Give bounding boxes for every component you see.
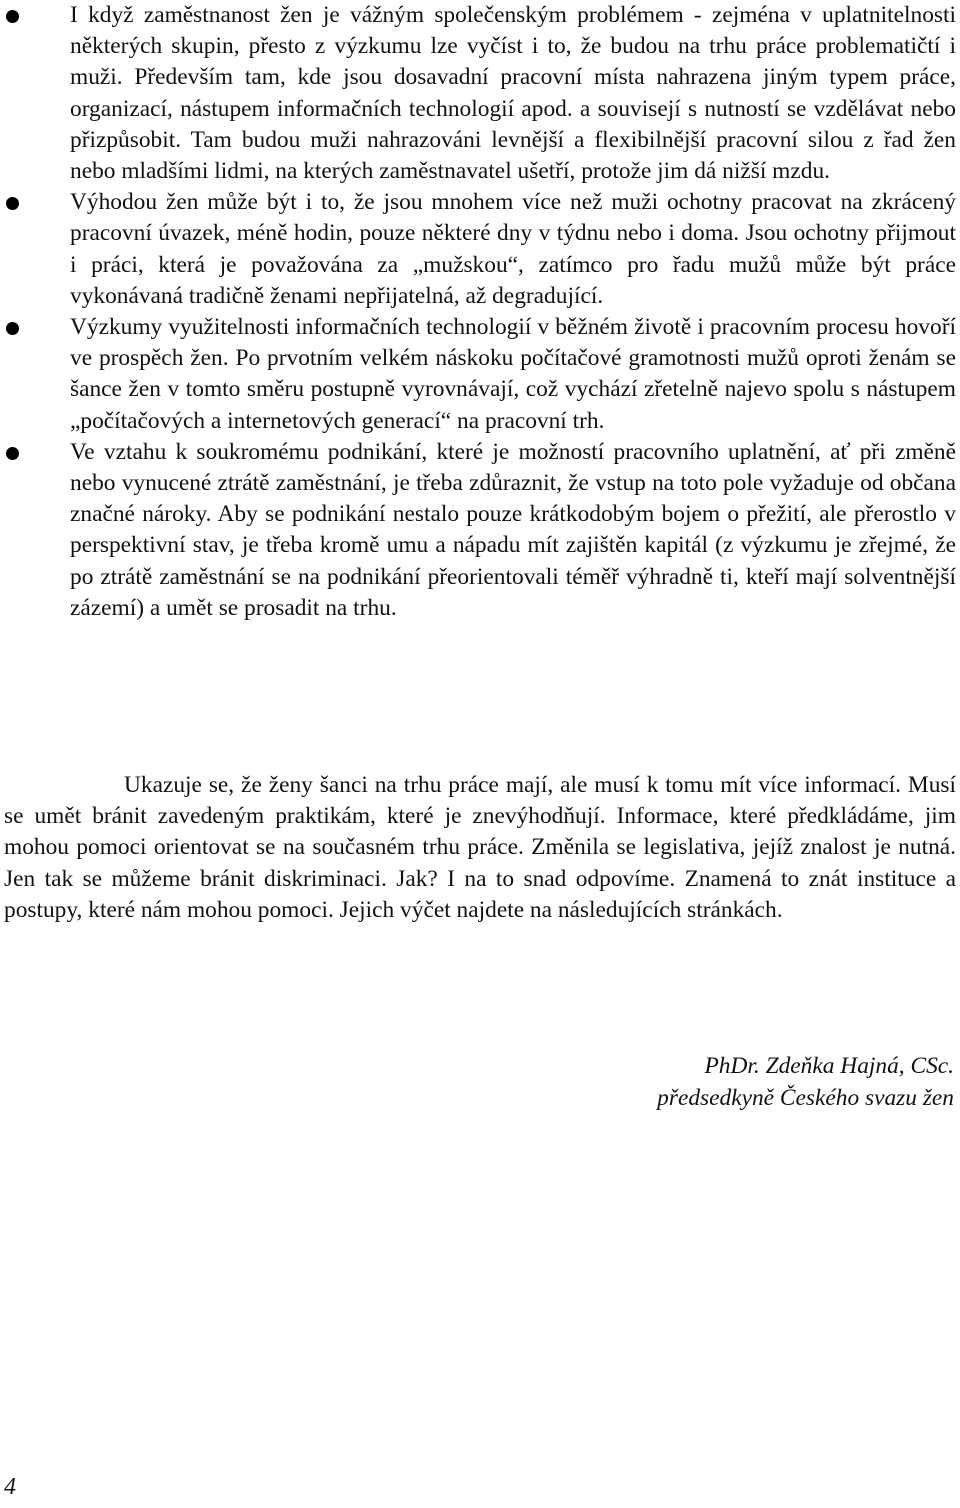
bullet-icon bbox=[6, 322, 19, 335]
bullet-text: Výhodou žen může být i to, že jsou mnohem více než muži ochotny pracovat na zkrácený pracovní úvazek, méně hodin, pouze některé dny v týdnu nebo i doma. Jsou ochotny přijmout i práci, která je považována za „mužskou“, zatímco pro řadu mužů může být práce vykonávaná tradičně ženami nepřijatelná, až degradující. bbox=[70, 189, 956, 309]
bullet-text: Výzkumy využitelnosti informačních technologií v běžném životě i pracovním procesu hovoří ve prospěch žen. Po prvotním velkém náskoku počítačové gramotnosti mužů oproti ženám se šance žen v tomto směru postupně vyrovnávají, což vychází zřetelně najevo spolu s nástupem „počítačových a internetových generací“ na pracovní trh. bbox=[70, 314, 956, 434]
signature-title: předsedkyně Českého svazu žen bbox=[657, 1085, 954, 1111]
bullet-icon bbox=[6, 10, 19, 23]
bullet-icon bbox=[6, 447, 19, 460]
bullet-item bbox=[0, 437, 960, 624]
bullet-text: Ve vztahu k soukromému podnikání, které je možností pracovního uplatnění, ať při změně nebo vynucené ztrátě zaměstnání, je třeba zdůraznit, že vstup na toto pole vyžaduje od občana značné nároky. Aby se podnikání nestalo pouze krátkodobým bojem o přežití, ale přerostlo v perspektivní stav, je třeba kromě umu a nápadu mít zajištěn kapitál (z výzkumu je zřejmé, že po ztrátě zaměstnání se na podnikání přeorientovali téměř výhradně ti, kteří mají solventnější zázemí) a umět se prosadit na trhu. bbox=[70, 438, 956, 621]
page-number: 4 bbox=[4, 1474, 16, 1500]
signature-block bbox=[657, 1050, 954, 1114]
bullet-icon bbox=[6, 197, 19, 210]
bullet-item bbox=[0, 0, 960, 187]
bullet-item bbox=[0, 187, 960, 312]
bullet-item bbox=[0, 312, 960, 437]
bullet-text: I když zaměstnanost žen je vážným společenským problémem - zejména v uplatnitelnosti některých skupin, přesto z výzkumu lze vyčíst i to, že budou na trhu práce problematičtí i muži. Především tam, kde jsou dosavadní pracovní místa nahrazena jiným typem práce, organizací, nástupem informačních technologií apod. a souvisejí s nutností se vzdělávat nebo přizpůsobit. Tam budou muži nahrazováni levnější a flexibilnější pracovní silou z řad žen nebo mladšími lidmi, na kterých zaměstnavatel ušetří, protože jim dá nižší mzdu. bbox=[70, 2, 956, 185]
bullet-list bbox=[0, 0, 960, 624]
signature-name: PhDr. Zdeňka Hajná, CSc. bbox=[704, 1053, 954, 1079]
closing-paragraph: Ukazuje se, že ženy šanci na trhu práce mají, ale musí k tomu mít více informací. Musí se umět bránit zavedeným praktikám, které je znevýhodňují. Informace, které předkládáme, jim mohou pomoci orientovat se na současném trhu práce. Změnila se legislativa, jejíž znalost je nutná. Jen tak se můžeme bránit diskriminaci. Jak? I na to snad odpovíme. Znamená to znát instituce a postupy, které nám mohou pomoci. Jejich výčet najdete na následujících stránkách. bbox=[4, 772, 956, 923]
